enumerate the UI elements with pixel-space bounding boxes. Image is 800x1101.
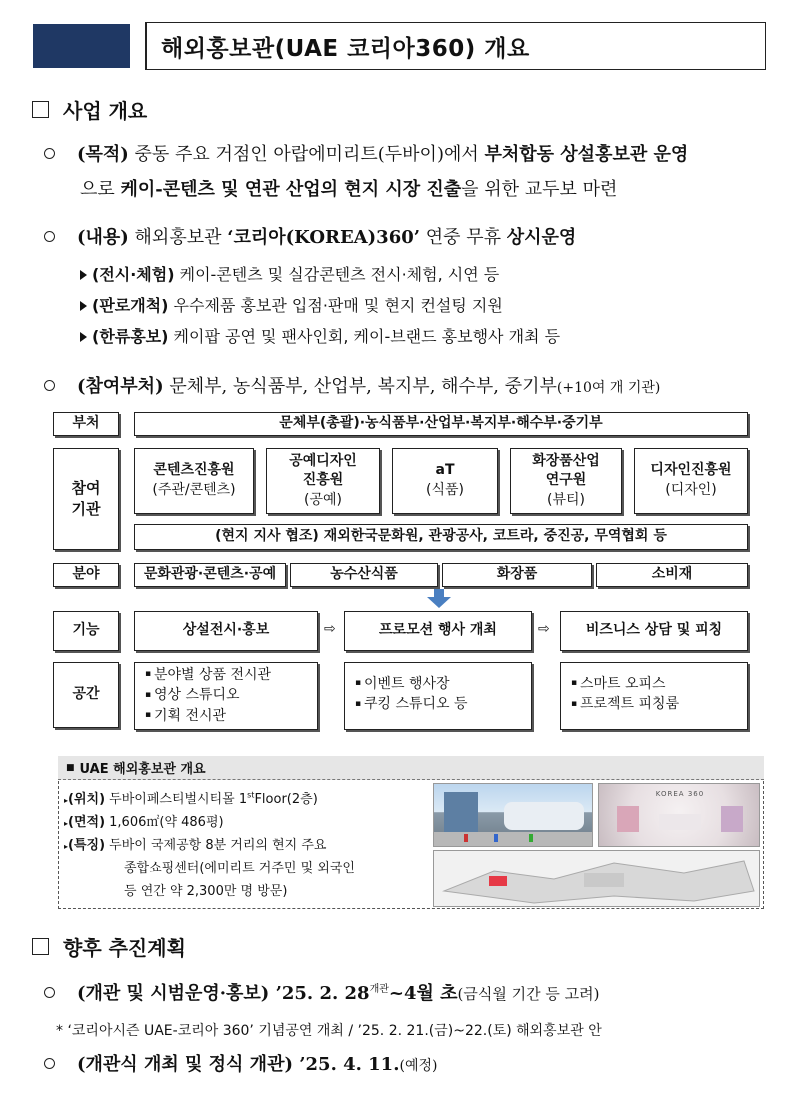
content-text-a: 해외홍보관	[134, 227, 228, 248]
korea360-sign: KOREA 360	[655, 790, 705, 798]
org-role: (주관/콘텐츠)	[152, 482, 236, 498]
triangle-bullet-icon	[80, 301, 87, 311]
org-role: (식품)	[426, 482, 464, 498]
ministries-tail: (+10여 개 기관)	[556, 380, 661, 396]
org-role: (공예)	[304, 491, 342, 508]
content-item-text: 케이-콘텐츠 및 실감콘텐츠 전시·체험, 시연 등	[174, 265, 500, 284]
space-list	[560, 662, 748, 730]
triangle-bullet-icon	[80, 332, 87, 342]
field-box: 문화관광·콘텐츠·공예	[134, 563, 286, 587]
row-label-buche: 부처	[53, 412, 119, 436]
content-item-text: 우수제품 홍보관 입점·판매 및 현지 컨설팅 지원	[168, 296, 503, 315]
section-heading-overview	[32, 95, 147, 124]
org-role: (뷰티)	[547, 491, 585, 508]
row-label-space: 공간	[53, 662, 119, 728]
content-item-tag: (한류홍보)	[92, 327, 169, 346]
space-item: ▪ 분야별 상품 전시관	[145, 665, 317, 685]
square-bullet-icon: ■	[66, 762, 75, 773]
title-accent-block	[33, 24, 130, 68]
content-item	[80, 262, 499, 285]
content-text-b: ‘코리아(KOREA)360’	[227, 227, 421, 248]
floor-map-image	[433, 850, 760, 907]
content-item-tag: (전시·체험)	[92, 265, 175, 284]
circle-bullet-icon	[44, 1058, 55, 1069]
row-label-field: 분야	[53, 563, 119, 587]
content-item-text: 케이팝 공연 및 팬사인회, 케이-브랜드 홍보행사 개최 등	[168, 327, 561, 346]
space-item: ▪ 이벤트 행사장	[355, 674, 531, 694]
square-bullet-icon	[32, 101, 49, 118]
buche-value: 문체부(총괄)·농식품부·산업부·복지부·해수부·중기부	[134, 412, 748, 436]
space-list	[134, 662, 318, 730]
org-name: 디자인진흥원	[650, 462, 732, 479]
right-arrow-icon: ⇨	[324, 621, 336, 637]
purpose-tag: (목적)	[77, 144, 129, 165]
field-box: 화장품	[442, 563, 592, 587]
space-item: ▪ 기획 전시관	[145, 706, 317, 726]
purpose-line-1	[44, 140, 688, 166]
mall-exterior-photo	[433, 783, 593, 847]
content-tag: (내용)	[77, 227, 129, 248]
section-heading-text: 향후 추진계획	[63, 936, 186, 960]
uae-feature-line: 등 연간 약 2,300만 명 방문)	[124, 884, 288, 899]
uae-area: ▸(면적) 1,606㎡(약 486평)	[64, 815, 224, 830]
section-heading-text: 사업 개요	[63, 99, 148, 123]
ministries-text: 문체부, 농식품부, 산업부, 복지부, 해수부, 중기부	[163, 376, 557, 397]
org-name: 콘텐츠진흥원	[153, 462, 235, 479]
content-line	[44, 223, 576, 249]
uae-info-heading: ■ UAE 해외홍보관 개요	[58, 756, 764, 780]
ministries-line	[44, 372, 660, 398]
down-arrow-icon	[426, 589, 452, 609]
org-box	[134, 448, 254, 514]
purpose-text-e: 을 위한 교두보 마련	[461, 179, 618, 200]
field-box: 소비재	[596, 563, 748, 587]
purpose-text-c: 으로	[80, 179, 121, 200]
page-title: 해외홍보관(UAE 코리아360) 개요	[145, 22, 766, 70]
uae-feature: ▸(특징) 두바이 국제공항 8분 거리의 현지 주요	[64, 838, 327, 853]
circle-bullet-icon	[44, 380, 55, 391]
org-box	[634, 448, 748, 514]
circle-bullet-icon	[44, 987, 55, 998]
local-partners: (현지 지사 협조) 재외한국문화원, 관광공사, 코트라, 중진공, 무역협회 등	[134, 524, 748, 550]
function-box: 비즈니스 상담 및 피칭	[560, 611, 748, 651]
square-bullet-icon	[32, 938, 49, 955]
org-box	[392, 448, 498, 514]
triangle-bullet-icon	[80, 270, 87, 280]
org-box	[266, 448, 380, 514]
content-item	[80, 293, 503, 316]
purpose-text-d: 케이-콘텐츠 및 연관 산업의 현지 시장 진출	[120, 179, 462, 200]
space-item: ▪ 스마트 오피스	[571, 674, 747, 694]
org-box	[510, 448, 622, 514]
function-box: 상설전시·홍보	[134, 611, 318, 651]
space-item: ▪ 프로젝트 피칭룸	[571, 694, 747, 714]
content-text-d: 상시운영	[506, 227, 577, 248]
plan-item-ceremony: (개관식 개최 및 정식 개관) ’25. 4. 11.(예정)	[44, 1050, 437, 1076]
content-text-c: 연중 무휴	[420, 227, 507, 248]
uae-feature-line: 종합쇼핑센터(에미리트 거주민 및 외국인	[124, 861, 355, 876]
org-name: 공예디자인 진흥원	[289, 452, 357, 489]
space-list	[344, 662, 532, 730]
org-name: 화장품산업 연구원	[532, 452, 600, 489]
content-item-tag: (판로개척)	[92, 296, 169, 315]
right-arrow-icon: ⇨	[538, 621, 550, 637]
row-label-org: 참여 기관	[53, 448, 119, 550]
uae-location: ▸(위치) 두바이페스티벌시티몰 1stFloor(2층)	[64, 790, 318, 807]
ministries-tag: (참여부처)	[77, 376, 164, 397]
purpose-text-b: 부처합동 상설홍보관 운영	[484, 144, 689, 165]
plan-footnote: * ‘코리아시즌 UAE-코리아 360’ 기념공연 개최 / ’25. 2. 21.(금)~22.(토) 해외홍보관 안	[56, 1023, 602, 1039]
circle-bullet-icon	[44, 148, 55, 159]
content-item	[80, 324, 560, 347]
section-heading-plan	[32, 932, 186, 961]
circle-bullet-icon	[44, 231, 55, 242]
plan-item-opening: (개관 및 시범운영·홍보) ’25. 2. $28^{개관}\sim 4$월 초(금식월 기간 등 고려)	[44, 979, 599, 1005]
org-role: (디자인)	[665, 482, 717, 498]
korea360-interior-photo	[598, 783, 760, 847]
space-item: ▪ 영상 스튜디오	[145, 685, 317, 705]
function-box: 프로모션 행사 개최	[344, 611, 532, 651]
row-label-function: 기능	[53, 611, 119, 651]
purpose-line-2	[80, 175, 617, 201]
purpose-text-a: 중동 주요 거점인 아랍에미리트(두바이)에서	[134, 144, 485, 165]
space-item: ▪ 쿠킹 스튜디오 등	[355, 694, 531, 714]
field-box: 농수산식품	[290, 563, 438, 587]
org-name: aT	[435, 462, 455, 479]
